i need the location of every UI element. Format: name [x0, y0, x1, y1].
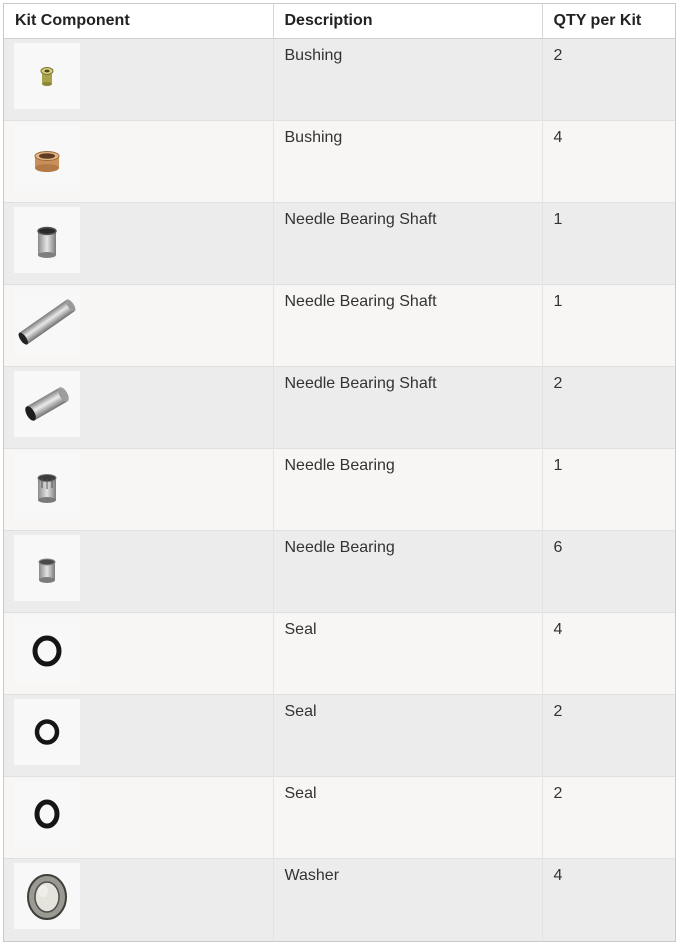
description-cell: Needle Bearing	[273, 531, 542, 613]
description-cell: Needle Bearing	[273, 449, 542, 531]
component-image-cell	[4, 531, 273, 613]
qty-cell: 4	[542, 613, 675, 695]
table-row	[4, 777, 675, 859]
long-shaft-icon	[14, 289, 80, 355]
table-row	[4, 203, 675, 285]
bronze-bushing-icon	[14, 125, 80, 191]
component-image-cell	[4, 39, 273, 121]
table-row	[4, 121, 675, 203]
qty-cell: 2	[542, 777, 675, 859]
table-row	[4, 613, 675, 695]
component-image-cell	[4, 203, 273, 285]
header-qty-per-kit: QTY per Kit	[542, 4, 675, 39]
description-cell: Needle Bearing Shaft	[273, 367, 542, 449]
description-cell: Seal	[273, 695, 542, 777]
component-image-cell	[4, 859, 273, 941]
needle-bearing-icon	[14, 453, 80, 519]
table-row	[4, 39, 675, 121]
table-row	[4, 449, 675, 531]
description-cell: Needle Bearing Shaft	[273, 203, 542, 285]
brass-bushing-icon	[14, 43, 80, 109]
component-image-cell	[4, 695, 273, 777]
washer-icon	[14, 863, 80, 929]
qty-cell: 4	[542, 121, 675, 203]
qty-cell: 4	[542, 859, 675, 941]
seal-ring-icon	[14, 617, 80, 683]
description-cell: Seal	[273, 777, 542, 859]
short-shaft-icon	[14, 207, 80, 273]
component-image-cell	[4, 777, 273, 859]
seal-ring-icon	[14, 781, 80, 847]
description-cell: Bushing	[273, 121, 542, 203]
description-cell: Needle Bearing Shaft	[273, 285, 542, 367]
component-image-cell	[4, 613, 273, 695]
seal-ring-icon	[14, 699, 80, 765]
table-row	[4, 859, 675, 941]
description-cell: Seal	[273, 613, 542, 695]
table-row	[4, 695, 675, 777]
kit-components-table-frame	[3, 3, 676, 942]
description-cell: Bushing	[273, 39, 542, 121]
component-image-cell	[4, 121, 273, 203]
qty-cell: 2	[542, 367, 675, 449]
qty-cell: 6	[542, 531, 675, 613]
table-row	[4, 285, 675, 367]
component-image-cell	[4, 285, 273, 367]
qty-cell: 1	[542, 203, 675, 285]
qty-cell: 2	[542, 695, 675, 777]
small-needle-bearing-icon	[14, 535, 80, 601]
component-image-cell	[4, 367, 273, 449]
header-description: Description	[273, 4, 542, 39]
table-header-row	[4, 4, 675, 39]
qty-cell: 1	[542, 285, 675, 367]
component-image-cell	[4, 449, 273, 531]
table-row	[4, 367, 675, 449]
table-row	[4, 531, 675, 613]
qty-cell: 2	[542, 39, 675, 121]
header-kit-component: Kit Component	[4, 4, 273, 39]
kit-components-table	[4, 4, 675, 941]
medium-shaft-icon	[14, 371, 80, 437]
description-cell: Washer	[273, 859, 542, 941]
qty-cell: 1	[542, 449, 675, 531]
